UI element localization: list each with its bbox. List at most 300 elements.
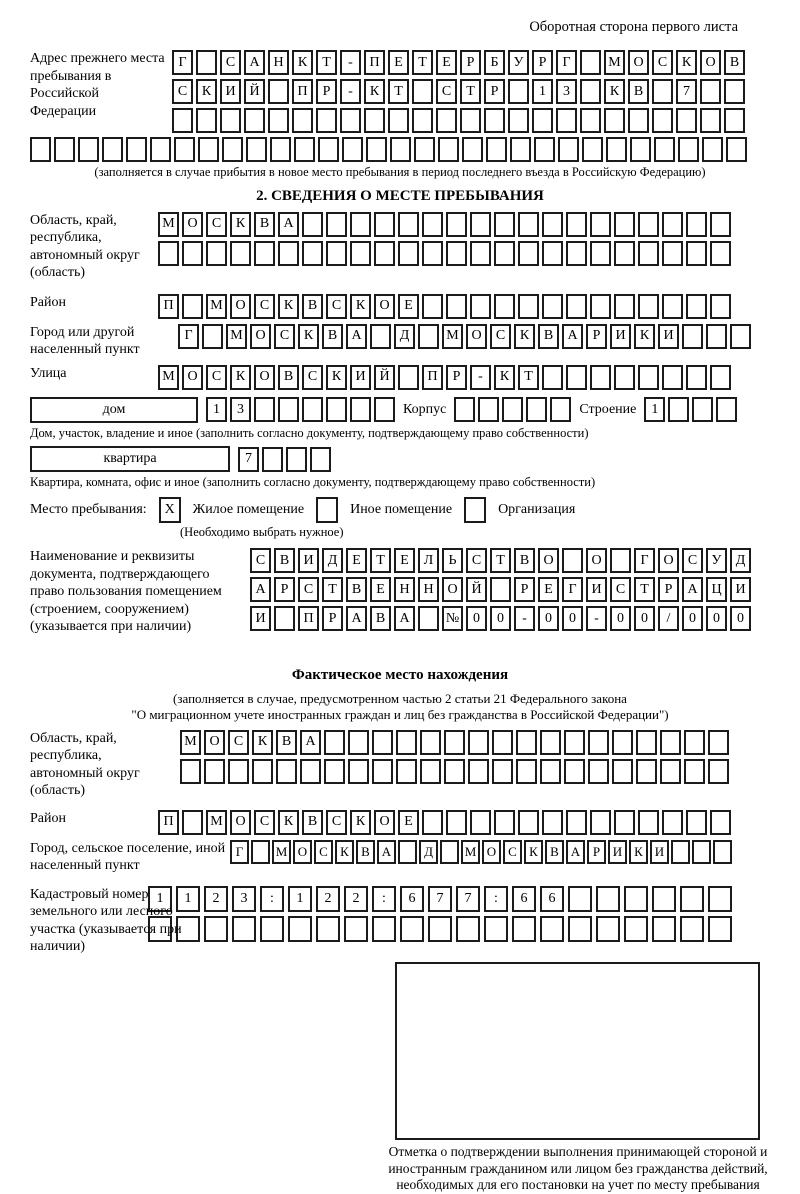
char-cell[interactable] bbox=[30, 137, 51, 162]
char-cell[interactable]: К bbox=[634, 324, 655, 349]
char-cell[interactable]: К bbox=[298, 324, 319, 349]
char-cell[interactable] bbox=[686, 810, 707, 835]
char-cell[interactable]: К bbox=[514, 324, 535, 349]
char-cell[interactable]: В bbox=[322, 324, 343, 349]
char-cell[interactable]: Е bbox=[346, 548, 367, 573]
char-cell[interactable] bbox=[444, 759, 465, 784]
char-cell[interactable] bbox=[324, 759, 345, 784]
char-cell[interactable]: А bbox=[562, 324, 583, 349]
char-cell[interactable]: И bbox=[250, 606, 271, 631]
char-cell[interactable] bbox=[484, 108, 505, 133]
char-cell[interactable] bbox=[232, 916, 256, 942]
char-cell[interactable]: В bbox=[545, 840, 564, 864]
char-cell[interactable] bbox=[540, 916, 564, 942]
char-cell[interactable] bbox=[158, 241, 179, 266]
char-cell[interactable] bbox=[662, 241, 683, 266]
char-cell[interactable]: 0 bbox=[706, 606, 727, 631]
char-cell[interactable] bbox=[710, 810, 731, 835]
char-cell[interactable]: Д bbox=[730, 548, 751, 573]
char-cell[interactable]: М bbox=[272, 840, 291, 864]
char-cell[interactable] bbox=[686, 241, 707, 266]
char-cell[interactable] bbox=[662, 294, 683, 319]
char-cell[interactable] bbox=[340, 108, 361, 133]
char-cell[interactable]: С bbox=[298, 577, 319, 602]
char-cell[interactable]: 1 bbox=[288, 886, 312, 912]
char-cell[interactable] bbox=[542, 294, 563, 319]
char-cell[interactable]: 0 bbox=[730, 606, 751, 631]
char-cell[interactable] bbox=[316, 108, 337, 133]
char-cell[interactable] bbox=[294, 137, 315, 162]
checkbox-residential[interactable]: X bbox=[159, 497, 181, 523]
char-cell[interactable]: С bbox=[314, 840, 333, 864]
char-cell[interactable] bbox=[612, 730, 633, 755]
char-cell[interactable]: С bbox=[206, 212, 227, 237]
char-cell[interactable] bbox=[638, 810, 659, 835]
char-cell[interactable]: В bbox=[254, 212, 275, 237]
char-cell[interactable]: К bbox=[335, 840, 354, 864]
char-cell[interactable] bbox=[702, 137, 723, 162]
char-cell[interactable]: М bbox=[461, 840, 480, 864]
char-cell[interactable]: : bbox=[372, 886, 396, 912]
char-cell[interactable] bbox=[542, 810, 563, 835]
char-cell[interactable] bbox=[590, 212, 611, 237]
char-cell[interactable]: Е bbox=[436, 50, 457, 75]
char-cell[interactable]: О bbox=[204, 730, 225, 755]
char-cell[interactable] bbox=[348, 759, 369, 784]
char-cell[interactable] bbox=[370, 324, 391, 349]
char-cell[interactable] bbox=[494, 294, 515, 319]
char-cell[interactable] bbox=[518, 294, 539, 319]
char-cell[interactable]: М bbox=[604, 50, 625, 75]
char-cell[interactable]: Т bbox=[322, 577, 343, 602]
char-cell[interactable] bbox=[682, 324, 703, 349]
char-cell[interactable] bbox=[220, 108, 241, 133]
char-cell[interactable] bbox=[444, 730, 465, 755]
char-cell[interactable] bbox=[438, 137, 459, 162]
char-cell[interactable]: К bbox=[196, 79, 217, 104]
char-cell[interactable] bbox=[398, 212, 419, 237]
char-cell[interactable] bbox=[302, 397, 323, 422]
char-cell[interactable] bbox=[706, 324, 727, 349]
char-cell[interactable]: М bbox=[442, 324, 463, 349]
char-cell[interactable] bbox=[204, 759, 225, 784]
char-cell[interactable]: Д bbox=[322, 548, 343, 573]
char-cell[interactable]: 3 bbox=[232, 886, 256, 912]
char-cell[interactable] bbox=[270, 137, 291, 162]
char-cell[interactable] bbox=[708, 916, 732, 942]
char-cell[interactable]: 0 bbox=[610, 606, 631, 631]
char-cell[interactable] bbox=[414, 137, 435, 162]
char-cell[interactable] bbox=[610, 548, 631, 573]
char-cell[interactable]: О bbox=[374, 294, 395, 319]
char-cell[interactable] bbox=[588, 730, 609, 755]
char-cell[interactable]: И bbox=[730, 577, 751, 602]
char-cell[interactable]: К bbox=[364, 79, 385, 104]
char-cell[interactable] bbox=[412, 79, 433, 104]
char-cell[interactable] bbox=[580, 79, 601, 104]
char-cell[interactable] bbox=[540, 759, 561, 784]
char-cell[interactable]: В bbox=[274, 548, 295, 573]
char-cell[interactable] bbox=[268, 108, 289, 133]
char-cell[interactable]: 0 bbox=[538, 606, 559, 631]
char-cell[interactable]: Н bbox=[268, 50, 289, 75]
char-cell[interactable]: М bbox=[158, 212, 179, 237]
char-cell[interactable] bbox=[686, 294, 707, 319]
char-cell[interactable]: Р bbox=[586, 324, 607, 349]
char-cell[interactable] bbox=[396, 730, 417, 755]
char-cell[interactable] bbox=[508, 108, 529, 133]
char-cell[interactable]: И bbox=[298, 548, 319, 573]
char-cell[interactable]: Р bbox=[322, 606, 343, 631]
char-cell[interactable] bbox=[540, 730, 561, 755]
char-cell[interactable]: О bbox=[442, 577, 463, 602]
char-cell[interactable] bbox=[478, 397, 499, 422]
char-cell[interactable]: С bbox=[220, 50, 241, 75]
char-cell[interactable] bbox=[182, 810, 203, 835]
char-cell[interactable]: Б bbox=[484, 50, 505, 75]
char-cell[interactable]: О bbox=[482, 840, 501, 864]
char-cell[interactable]: С bbox=[206, 365, 227, 390]
char-cell[interactable]: К bbox=[350, 810, 371, 835]
char-cell[interactable] bbox=[612, 759, 633, 784]
char-cell[interactable]: О bbox=[182, 365, 203, 390]
char-cell[interactable] bbox=[400, 916, 424, 942]
char-cell[interactable] bbox=[566, 212, 587, 237]
char-cell[interactable]: А bbox=[682, 577, 703, 602]
char-cell[interactable]: М bbox=[180, 730, 201, 755]
char-cell[interactable]: Г bbox=[230, 840, 249, 864]
char-cell[interactable] bbox=[422, 212, 443, 237]
char-cell[interactable] bbox=[686, 365, 707, 390]
char-cell[interactable]: 6 bbox=[540, 886, 564, 912]
char-cell[interactable] bbox=[692, 397, 713, 422]
char-cell[interactable] bbox=[286, 447, 307, 472]
char-cell[interactable]: - bbox=[514, 606, 535, 631]
char-cell[interactable]: Р bbox=[514, 577, 535, 602]
char-cell[interactable] bbox=[710, 294, 731, 319]
char-cell[interactable] bbox=[268, 79, 289, 104]
char-cell[interactable] bbox=[518, 241, 539, 266]
char-cell[interactable]: К bbox=[252, 730, 273, 755]
char-cell[interactable] bbox=[150, 137, 171, 162]
char-cell[interactable] bbox=[700, 79, 721, 104]
char-cell[interactable] bbox=[662, 365, 683, 390]
char-cell[interactable] bbox=[492, 730, 513, 755]
char-cell[interactable] bbox=[246, 137, 267, 162]
char-cell[interactable] bbox=[692, 840, 711, 864]
char-cell[interactable] bbox=[344, 916, 368, 942]
char-cell[interactable] bbox=[398, 840, 417, 864]
char-cell[interactable] bbox=[676, 108, 697, 133]
char-cell[interactable] bbox=[326, 212, 347, 237]
char-cell[interactable] bbox=[614, 810, 635, 835]
char-cell[interactable] bbox=[350, 212, 371, 237]
char-cell[interactable]: 3 bbox=[556, 79, 577, 104]
char-cell[interactable] bbox=[428, 916, 452, 942]
char-cell[interactable] bbox=[512, 916, 536, 942]
char-cell[interactable] bbox=[288, 916, 312, 942]
char-cell[interactable] bbox=[390, 137, 411, 162]
char-cell[interactable]: К bbox=[278, 294, 299, 319]
char-cell[interactable]: Е bbox=[394, 548, 415, 573]
char-cell[interactable] bbox=[182, 294, 203, 319]
char-cell[interactable]: 0 bbox=[466, 606, 487, 631]
char-cell[interactable]: И bbox=[650, 840, 669, 864]
char-cell[interactable] bbox=[566, 810, 587, 835]
char-cell[interactable]: О bbox=[658, 548, 679, 573]
char-cell[interactable]: А bbox=[300, 730, 321, 755]
char-cell[interactable] bbox=[726, 137, 747, 162]
char-cell[interactable] bbox=[350, 241, 371, 266]
char-cell[interactable]: А bbox=[566, 840, 585, 864]
char-cell[interactable]: В bbox=[278, 365, 299, 390]
char-cell[interactable]: П bbox=[292, 79, 313, 104]
char-cell[interactable]: М bbox=[206, 810, 227, 835]
char-cell[interactable]: К bbox=[230, 365, 251, 390]
char-cell[interactable]: : bbox=[484, 886, 508, 912]
char-cell[interactable]: 1 bbox=[176, 886, 200, 912]
char-cell[interactable] bbox=[710, 241, 731, 266]
char-cell[interactable]: 0 bbox=[562, 606, 583, 631]
char-cell[interactable] bbox=[468, 759, 489, 784]
char-cell[interactable] bbox=[460, 108, 481, 133]
char-cell[interactable] bbox=[724, 108, 745, 133]
char-cell[interactable]: Е bbox=[398, 294, 419, 319]
char-cell[interactable]: К bbox=[326, 365, 347, 390]
char-cell[interactable]: В bbox=[514, 548, 535, 573]
char-cell[interactable]: О bbox=[182, 212, 203, 237]
char-cell[interactable]: М bbox=[226, 324, 247, 349]
char-cell[interactable] bbox=[671, 840, 690, 864]
char-cell[interactable] bbox=[484, 916, 508, 942]
char-cell[interactable] bbox=[372, 916, 396, 942]
char-cell[interactable] bbox=[562, 548, 583, 573]
char-cell[interactable]: Е bbox=[538, 577, 559, 602]
char-cell[interactable] bbox=[310, 447, 331, 472]
char-cell[interactable]: О bbox=[230, 810, 251, 835]
char-cell[interactable] bbox=[710, 365, 731, 390]
char-cell[interactable]: Ь bbox=[442, 548, 463, 573]
char-cell[interactable]: № bbox=[442, 606, 463, 631]
char-cell[interactable] bbox=[700, 108, 721, 133]
char-cell[interactable] bbox=[254, 397, 275, 422]
char-cell[interactable]: 7 bbox=[238, 447, 259, 472]
char-cell[interactable] bbox=[662, 212, 683, 237]
char-cell[interactable]: Й bbox=[374, 365, 395, 390]
char-cell[interactable]: 6 bbox=[400, 886, 424, 912]
char-cell[interactable]: К bbox=[604, 79, 625, 104]
char-cell[interactable] bbox=[102, 137, 123, 162]
char-cell[interactable] bbox=[446, 241, 467, 266]
char-cell[interactable]: Н bbox=[394, 577, 415, 602]
char-cell[interactable]: 1 bbox=[644, 397, 665, 422]
char-cell[interactable] bbox=[564, 730, 585, 755]
char-cell[interactable] bbox=[534, 137, 555, 162]
char-cell[interactable] bbox=[716, 397, 737, 422]
char-cell[interactable] bbox=[470, 294, 491, 319]
checkbox-organization[interactable] bbox=[464, 497, 486, 523]
char-cell[interactable] bbox=[638, 365, 659, 390]
char-cell[interactable] bbox=[396, 759, 417, 784]
char-cell[interactable]: 7 bbox=[428, 886, 452, 912]
char-cell[interactable]: О bbox=[374, 810, 395, 835]
char-cell[interactable] bbox=[446, 212, 467, 237]
char-cell[interactable]: В bbox=[302, 294, 323, 319]
char-cell[interactable] bbox=[614, 241, 635, 266]
char-cell[interactable] bbox=[516, 730, 537, 755]
char-cell[interactable] bbox=[372, 759, 393, 784]
char-cell[interactable] bbox=[502, 397, 523, 422]
char-cell[interactable] bbox=[542, 365, 563, 390]
char-cell[interactable]: Т bbox=[316, 50, 337, 75]
char-cell[interactable]: О bbox=[466, 324, 487, 349]
char-cell[interactable] bbox=[440, 840, 459, 864]
char-cell[interactable]: Т bbox=[412, 50, 433, 75]
char-cell[interactable] bbox=[568, 916, 592, 942]
char-cell[interactable]: К bbox=[230, 212, 251, 237]
char-cell[interactable]: П bbox=[158, 810, 179, 835]
char-cell[interactable] bbox=[456, 916, 480, 942]
char-cell[interactable]: Р bbox=[446, 365, 467, 390]
char-cell[interactable] bbox=[684, 759, 705, 784]
char-cell[interactable] bbox=[470, 212, 491, 237]
char-cell[interactable] bbox=[668, 397, 689, 422]
char-cell[interactable]: И bbox=[608, 840, 627, 864]
char-cell[interactable]: Г bbox=[556, 50, 577, 75]
char-cell[interactable]: М bbox=[206, 294, 227, 319]
char-cell[interactable] bbox=[564, 759, 585, 784]
char-cell[interactable] bbox=[490, 577, 511, 602]
char-cell[interactable]: К bbox=[350, 294, 371, 319]
char-cell[interactable] bbox=[202, 324, 223, 349]
char-cell[interactable] bbox=[516, 759, 537, 784]
char-cell[interactable] bbox=[494, 241, 515, 266]
char-cell[interactable]: В bbox=[302, 810, 323, 835]
char-cell[interactable] bbox=[54, 137, 75, 162]
char-cell[interactable]: О bbox=[250, 324, 271, 349]
char-cell[interactable]: В bbox=[276, 730, 297, 755]
char-cell[interactable]: С bbox=[503, 840, 522, 864]
char-cell[interactable] bbox=[638, 241, 659, 266]
char-cell[interactable] bbox=[276, 759, 297, 784]
char-cell[interactable] bbox=[518, 810, 539, 835]
char-cell[interactable] bbox=[244, 108, 265, 133]
char-cell[interactable] bbox=[580, 50, 601, 75]
char-cell[interactable] bbox=[230, 241, 251, 266]
char-cell[interactable] bbox=[678, 137, 699, 162]
char-cell[interactable] bbox=[582, 137, 603, 162]
char-cell[interactable] bbox=[374, 212, 395, 237]
char-cell[interactable]: С bbox=[250, 548, 271, 573]
char-cell[interactable] bbox=[366, 137, 387, 162]
char-cell[interactable]: О bbox=[538, 548, 559, 573]
char-cell[interactable] bbox=[182, 241, 203, 266]
char-cell[interactable] bbox=[324, 730, 345, 755]
char-cell[interactable]: С bbox=[436, 79, 457, 104]
char-cell[interactable]: 7 bbox=[676, 79, 697, 104]
char-cell[interactable]: Й bbox=[466, 577, 487, 602]
char-cell[interactable] bbox=[708, 759, 729, 784]
char-cell[interactable] bbox=[422, 294, 443, 319]
char-cell[interactable]: 7 bbox=[456, 886, 480, 912]
char-cell[interactable] bbox=[174, 137, 195, 162]
char-cell[interactable] bbox=[278, 241, 299, 266]
char-cell[interactable] bbox=[196, 50, 217, 75]
char-cell[interactable]: О bbox=[293, 840, 312, 864]
char-cell[interactable]: Л bbox=[418, 548, 439, 573]
char-cell[interactable] bbox=[596, 886, 620, 912]
char-cell[interactable]: В bbox=[346, 577, 367, 602]
char-cell[interactable] bbox=[342, 137, 363, 162]
char-cell[interactable] bbox=[710, 212, 731, 237]
char-cell[interactable]: Й bbox=[244, 79, 265, 104]
char-cell[interactable] bbox=[374, 241, 395, 266]
char-cell[interactable] bbox=[590, 365, 611, 390]
char-cell[interactable] bbox=[652, 886, 676, 912]
char-cell[interactable] bbox=[262, 447, 283, 472]
char-cell[interactable] bbox=[318, 137, 339, 162]
char-cell[interactable]: С bbox=[228, 730, 249, 755]
char-cell[interactable] bbox=[518, 212, 539, 237]
char-cell[interactable] bbox=[454, 397, 475, 422]
char-cell[interactable]: А bbox=[346, 606, 367, 631]
char-cell[interactable]: А bbox=[250, 577, 271, 602]
char-cell[interactable]: К bbox=[629, 840, 648, 864]
char-cell[interactable]: Т bbox=[370, 548, 391, 573]
char-cell[interactable]: Т bbox=[490, 548, 511, 573]
char-cell[interactable]: П bbox=[422, 365, 443, 390]
char-cell[interactable]: С bbox=[254, 294, 275, 319]
char-cell[interactable] bbox=[251, 840, 270, 864]
char-cell[interactable] bbox=[662, 810, 683, 835]
char-cell[interactable]: П bbox=[298, 606, 319, 631]
char-cell[interactable]: К bbox=[524, 840, 543, 864]
char-cell[interactable] bbox=[652, 79, 673, 104]
char-cell[interactable] bbox=[680, 916, 704, 942]
char-cell[interactable] bbox=[614, 212, 635, 237]
char-cell[interactable] bbox=[198, 137, 219, 162]
char-cell[interactable] bbox=[654, 137, 675, 162]
char-cell[interactable] bbox=[326, 241, 347, 266]
char-cell[interactable]: 2 bbox=[316, 886, 340, 912]
char-cell[interactable] bbox=[568, 886, 592, 912]
char-cell[interactable]: - bbox=[340, 50, 361, 75]
char-cell[interactable] bbox=[252, 759, 273, 784]
char-cell[interactable]: Р bbox=[658, 577, 679, 602]
char-cell[interactable]: А bbox=[278, 212, 299, 237]
char-cell[interactable]: А bbox=[346, 324, 367, 349]
char-cell[interactable] bbox=[422, 810, 443, 835]
char-cell[interactable]: С bbox=[466, 548, 487, 573]
char-cell[interactable] bbox=[708, 886, 732, 912]
char-cell[interactable]: В bbox=[628, 79, 649, 104]
char-cell[interactable] bbox=[470, 810, 491, 835]
char-cell[interactable] bbox=[494, 212, 515, 237]
char-cell[interactable]: - bbox=[586, 606, 607, 631]
char-cell[interactable]: Т bbox=[460, 79, 481, 104]
char-cell[interactable]: Е bbox=[398, 810, 419, 835]
char-cell[interactable] bbox=[420, 759, 441, 784]
char-cell[interactable]: В bbox=[538, 324, 559, 349]
char-cell[interactable] bbox=[468, 730, 489, 755]
char-cell[interactable]: 0 bbox=[490, 606, 511, 631]
char-cell[interactable] bbox=[628, 108, 649, 133]
char-cell[interactable] bbox=[388, 108, 409, 133]
char-cell[interactable]: Д bbox=[394, 324, 415, 349]
char-cell[interactable]: К bbox=[494, 365, 515, 390]
char-cell[interactable] bbox=[492, 759, 513, 784]
char-cell[interactable] bbox=[78, 137, 99, 162]
